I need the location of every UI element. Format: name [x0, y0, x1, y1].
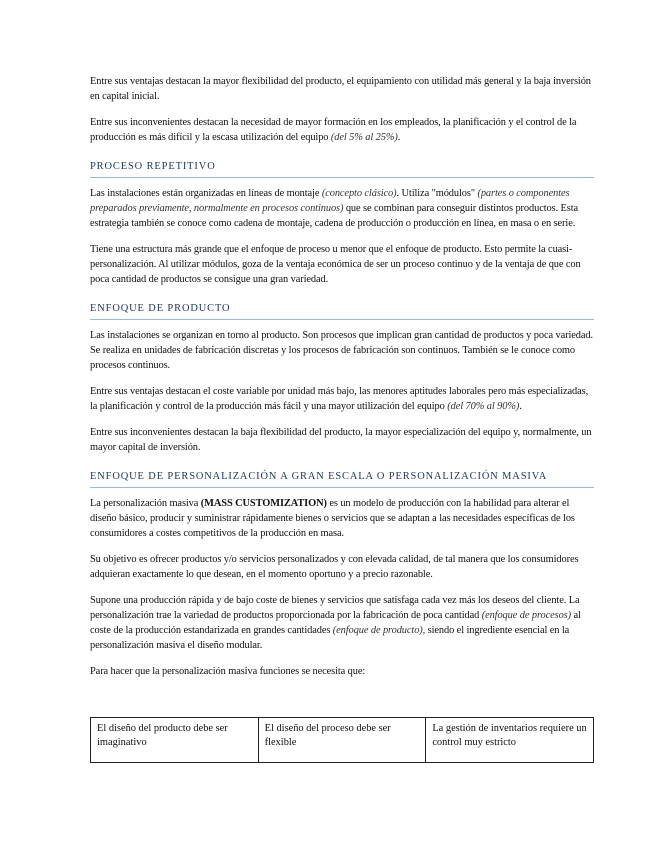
paragraph-inconvenientes-proceso [90, 115, 594, 145]
italic-note: (concepto clásico) [321, 188, 397, 199]
paragraph-repetitivo-1 [90, 186, 594, 231]
heading-enfoque-producto: ENFOQUE DE PRODUCTO [90, 301, 594, 320]
requirements-table [90, 717, 594, 763]
paragraph-text: al coste de la producción estandarizada en grandes cantidades [90, 610, 581, 636]
paragraph-text: que se combinan para conseguir distintos productos. Esta estrategia también se conoce como cadena de montaje, cadena de producción o producción en línea, en masa o en serie. [90, 203, 579, 229]
paragraph-masiva-4: Para hacer que la personalización masiva funciones se necesita que: [90, 666, 366, 677]
paragraph-text: Las instalaciones están organizadas en líneas de montaje [90, 188, 322, 199]
paragraph-ventajas-proceso: Entre sus ventajas destacan la mayor flexibilidad del producto, el equipamiento con utilidad más general y la baja inversión en capital inicial. [90, 76, 591, 102]
heading-personalizacion-masiva: ENFOQUE DE PERSONALIZACIÓN A GRAN ESCALA O PERSONALIZACIÓN MASIVA [90, 469, 594, 488]
paragraph-text: Entre sus ventajas destacan el coste variable por unidad más bajo, las menores aptitudes laborales pero más especializadas, la planificación y control de la producción más fácil y una mayor utilización del equipo [90, 386, 589, 412]
paragraph-text: es un modelo de producción con la habilidad para alterar el diseño básico, producir y suministrar rápidamente bienes o servicios que se adaptan a las necesidades específicas de los consumidores a costes competitivos de la producción en masa. [90, 498, 575, 539]
paragraph-producto-1: Las instalaciones se organizan en torno al producto. Son procesos que implican gran cantidad de productos y poca variedad. Se realiza en unidades de fabricación discretas y los procesos de fabricación son continuos. También se le conoce como procesos continuos. [90, 330, 593, 371]
paragraph-producto-3: Entre sus inconvenientes destacan la baja flexibilidad del producto, la mayor especialización del equipo y, normalmente, un mayor capital de inversión. [90, 427, 592, 453]
paragraph-text: Entre sus inconvenientes destacan la necesidad de mayor formación en los empleados, la planificación y el control de la producción es más difícil y la escasa utilización del equipo [90, 117, 577, 143]
paragraph-text: siendo el ingrediente esencial en la personalización masiva el diseño modular. [90, 625, 570, 651]
italic-note: (partes o componentes preparados previamente, normalmente en procesos continuos) [90, 188, 570, 214]
italic-note: (del 5% al 25%) [330, 132, 398, 143]
italic-note: (del 70% al 90%) [447, 401, 520, 412]
paragraph-masiva-1 [90, 496, 594, 541]
bold-term: (MASS CUSTOMIZATION) [200, 498, 327, 509]
italic-note: (enfoque de procesos) [481, 610, 571, 621]
paragraph-end: . [519, 401, 522, 412]
paragraph-text: . Utiliza "módulos" [396, 188, 478, 199]
paragraph-text: La personalización masiva [90, 498, 201, 509]
table-cell: La gestión de inventarios requiere un control muy estricto [426, 718, 594, 763]
heading-proceso-repetitivo: PROCESO REPETITIVO [90, 159, 594, 178]
paragraph-masiva-2: Su objetivo es ofrecer productos y/o servicios personalizados y con elevada calidad, de tal manera que los consumidores adquieran exactamente lo que desean, en el momento oportuno y a precio razonable. [90, 554, 579, 580]
paragraph-end: . [397, 132, 401, 143]
table-row [91, 718, 594, 763]
paragraph-repetitivo-2: Tiene una estructura más grande que el enfoque de proceso u menor que el enfoque de producto. Esto permite la cuasi-personalización. Al utilizar módulos, goza de la ventaja económica de ser un proceso continuo y de la ventaja de que con poca cantidad de productos se consigue una gran variedad. [90, 244, 581, 285]
paragraph-masiva-3 [90, 593, 594, 653]
document-page [90, 74, 594, 679]
table-cell: El diseño del producto debe ser imaginativo [91, 718, 259, 763]
table-cell: El diseño del proceso debe ser flexible [258, 718, 426, 763]
paragraph-producto-2 [90, 384, 594, 414]
italic-note: (enfoque de producto), [332, 625, 426, 636]
paragraph-text: Supone una producción rápida y de bajo coste de bienes y servicios que satisfaga cada vez más los deseos del cliente. La personalización trae la variedad de productos proporcionada por la fabricación de poca cantidad [90, 595, 580, 621]
